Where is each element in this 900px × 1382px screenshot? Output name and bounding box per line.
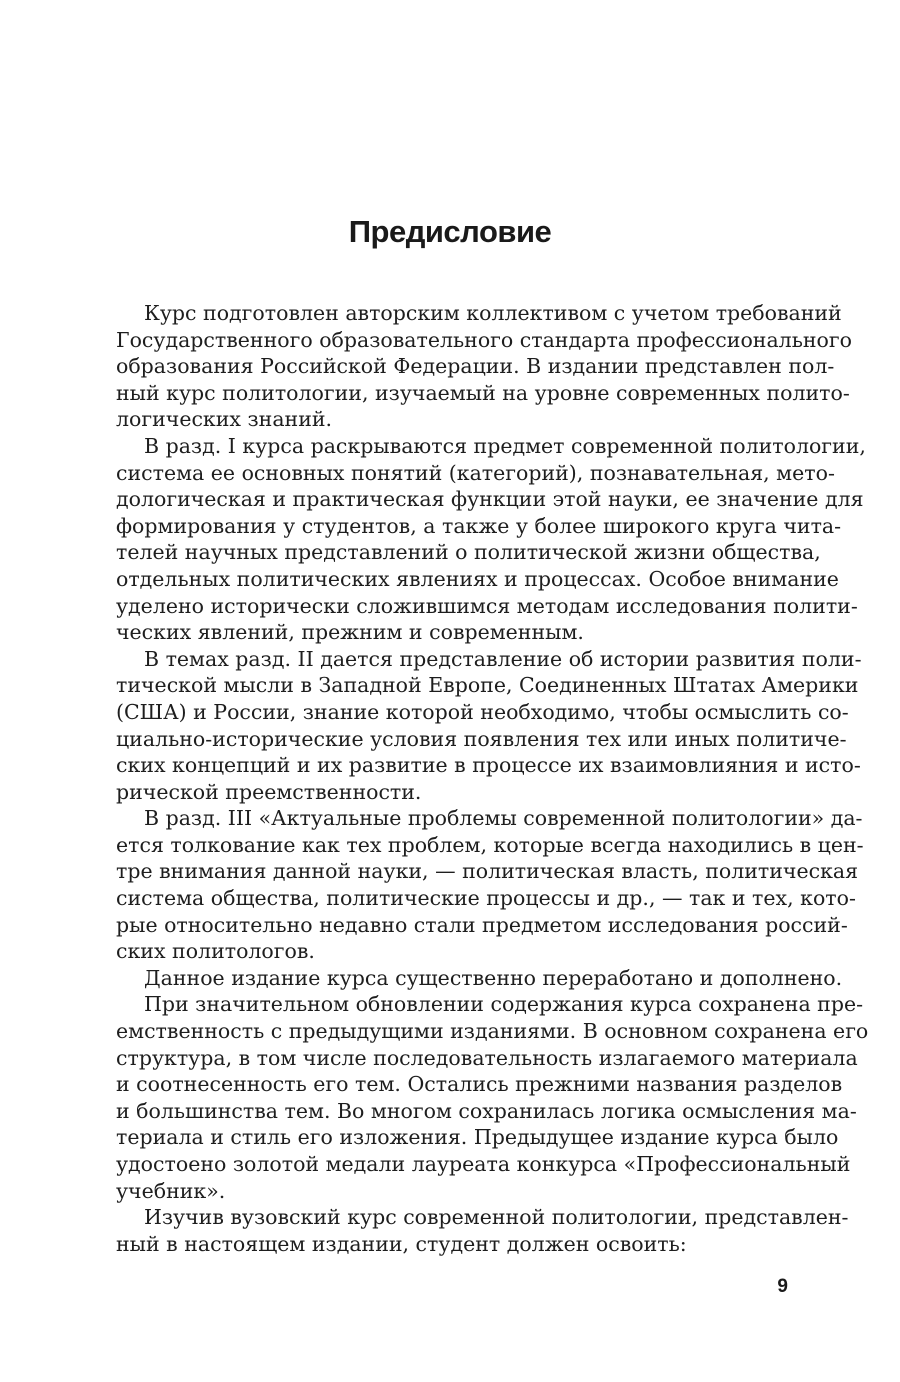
paragraph-2-line: система ее основных понятий (категорий), познавательная, мето- bbox=[116, 460, 835, 485]
paragraph-2-line: телей научных представлений о политической жизни общества, bbox=[116, 540, 821, 565]
paragraph-3-line: ских концепций и их развитие в процессе их взаимовлияния и исто- bbox=[116, 753, 861, 778]
paragraph-3-line: В темах разд. II дается представление об истории развития поли- bbox=[144, 646, 862, 671]
paragraph-1-line: ный курс политологии, изучаемый на уровне современных полито- bbox=[116, 380, 850, 405]
body-text bbox=[116, 300, 869, 1257]
page-number: 9 bbox=[777, 1276, 788, 1297]
paragraph-4-line: тре внимания данной науки, — политическая власть, политическая bbox=[116, 859, 859, 884]
paragraph-6-line: емственность с предыдущими изданиями. В основном сохранена его bbox=[116, 1019, 869, 1044]
paragraph-4-line: ется толкование как тех проблем, которые всегда находились в цен- bbox=[116, 832, 864, 857]
paragraph-6-line: и большинства тем. Во многом сохранилась логика осмысления ма- bbox=[116, 1098, 857, 1123]
page-title: Предисловие bbox=[348, 214, 552, 249]
paragraph-2-line: отдельных политических явлениях и процессах. Особое внимание bbox=[116, 566, 839, 591]
paragraph-6-line: териала и стиль его изложения. Предыдущее издание курса было bbox=[116, 1125, 839, 1150]
paragraph-1-line: Государственного образовательного стандарта профессионального bbox=[116, 327, 852, 352]
paragraph-6-line: учебник». bbox=[116, 1178, 226, 1203]
paragraph-3-line: (США) и России, знание которой необходимо, чтобы осмыслить со- bbox=[116, 699, 849, 724]
paragraph-4-line: система общества, политические процессы и др., — так и тех, кото- bbox=[116, 886, 856, 911]
paragraph-1-line: образования Российской Федерации. В издании представлен пол- bbox=[116, 354, 835, 379]
paragraph-3-line: тической мысли в Западной Европе, Соединенных Штатах Америки bbox=[116, 673, 859, 698]
paragraph-4-line: ских политологов. bbox=[116, 939, 315, 964]
paragraph-7-line: Изучив вузовский курс современной политологии, представлен- bbox=[144, 1205, 849, 1230]
paragraph-5-line: Данное издание курса существенно переработано и дополнено. bbox=[144, 965, 843, 990]
paragraph-1-line: логических знаний. bbox=[116, 407, 333, 432]
paragraph-6-line: и соотнесенность его тем. Остались прежними названия разделов bbox=[116, 1072, 843, 1097]
paragraph-7-line: ный в настоящем издании, студент должен освоить: bbox=[116, 1231, 687, 1256]
paragraph-3-line: рической преемственности. bbox=[116, 779, 422, 804]
paragraph-2-line: дологическая и практическая функции этой науки, ее значение для bbox=[116, 487, 864, 512]
paragraph-2-line: ческих явлений, прежним и современным. bbox=[116, 620, 584, 645]
paragraph-6-line: удостоено золотой медали лауреата конкурса «Профессиональный bbox=[116, 1152, 851, 1176]
paragraph-6-line: При значительном обновлении содержания курса сохранена пре- bbox=[144, 992, 864, 1017]
paragraph-6-line: структура, в том числе последовательность излагаемого материала bbox=[116, 1045, 858, 1070]
paragraph-4-line: В разд. III «Актуальные проблемы современной политологии» да- bbox=[144, 806, 863, 831]
paragraph-2-line: формирования у студентов, а также у более широкого круга чита- bbox=[116, 513, 842, 538]
paragraph-1-line: Курс подготовлен авторским коллективом с учетом требований bbox=[144, 301, 842, 325]
paragraph-2-line: В разд. I курса раскрываются предмет современной политологии, bbox=[144, 433, 866, 458]
paragraph-3-line: циально-исторические условия появления тех или иных политиче- bbox=[116, 726, 847, 751]
paragraph-4-line: рые относительно недавно стали предметом исследования россий- bbox=[116, 912, 848, 937]
paragraph-2-line: уделено исторически сложившимся методам исследования полити- bbox=[116, 593, 858, 618]
